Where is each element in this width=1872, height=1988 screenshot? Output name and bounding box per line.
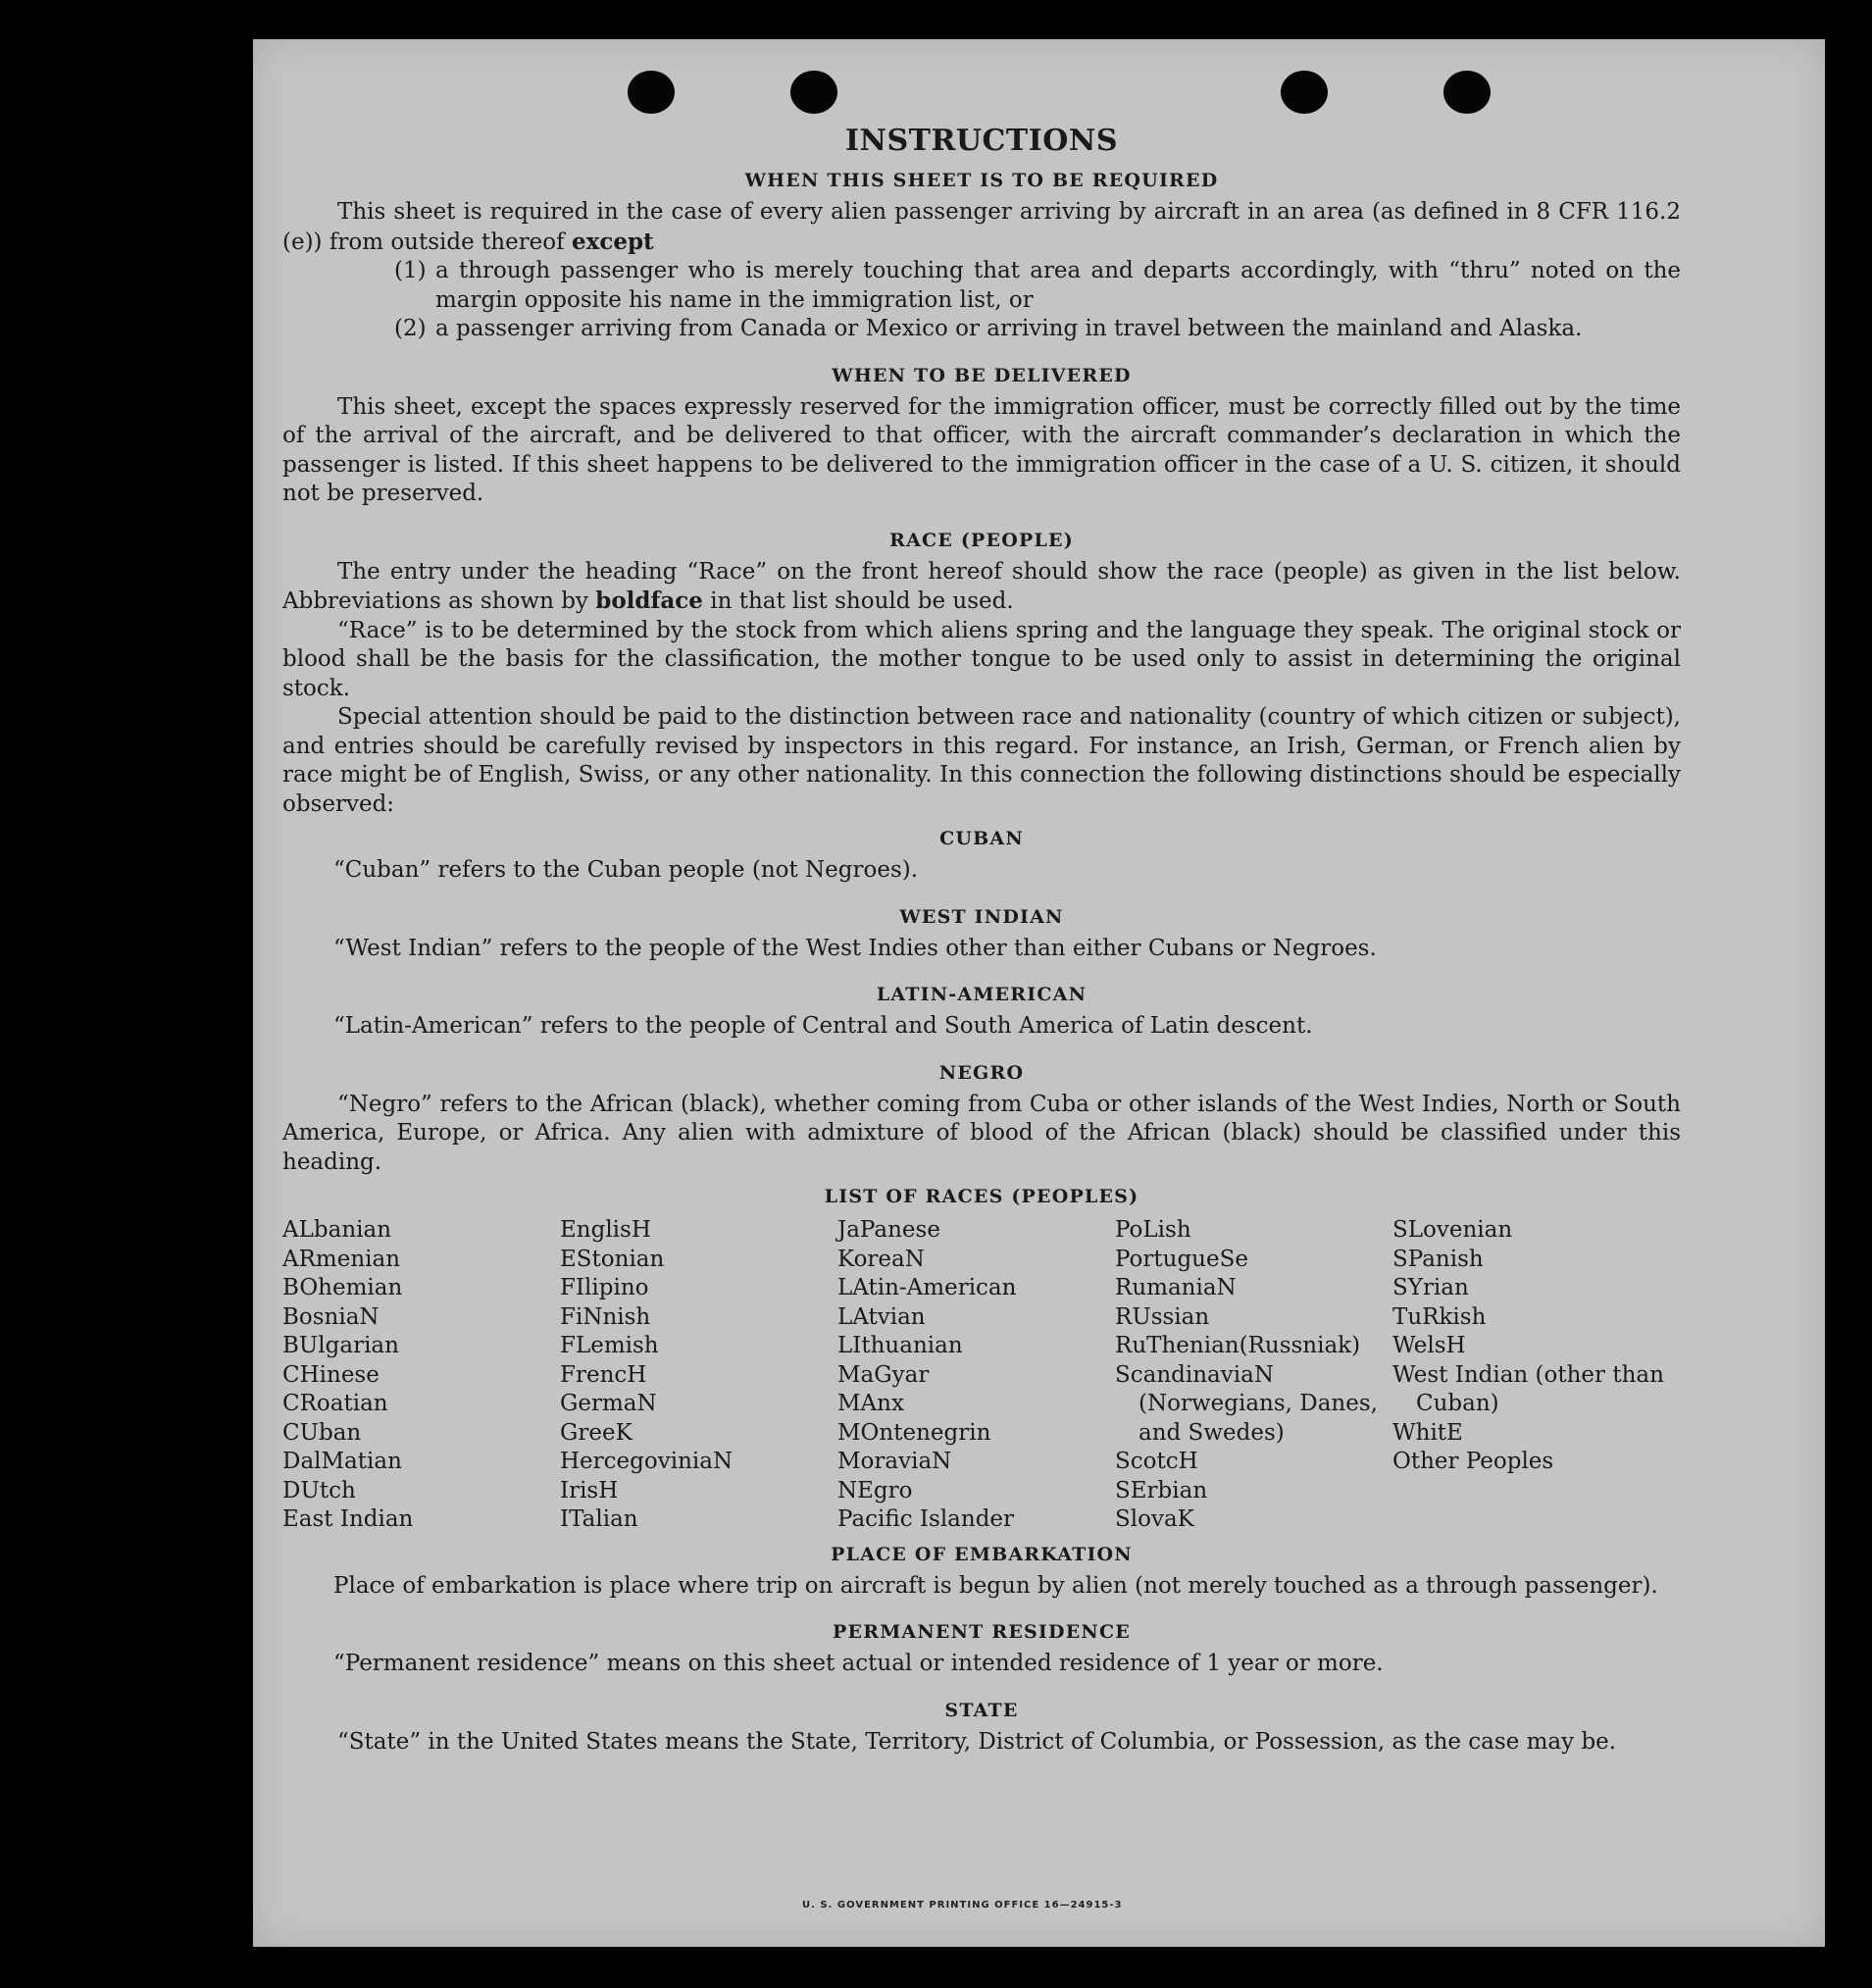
punch-hole-3	[1281, 71, 1328, 114]
race-item: EStonian	[560, 1246, 665, 1272]
latin-american-text: “Latin-American” refers to the people of Central and South America of Latin descent.	[333, 1013, 1313, 1039]
race-item: HercegoviniaN	[560, 1449, 734, 1474]
state-heading: STATE	[944, 1699, 1019, 1721]
race-item: FiNnish	[560, 1303, 651, 1330]
race-paragraph-3: Special attention should be paid to the distinction between race and nationality (country of which citizen or subject), and entries should be carefully revised by inspectors in this regard. For instance, an Irish, German, or French alien by race might be of English, Swiss, or any other nationality. In this connection the following distinctions should be especially observed:	[282, 704, 1681, 817]
race-item: TuRkish	[1392, 1303, 1487, 1330]
race-item: ARmenian	[282, 1246, 401, 1272]
residence-heading: PERMANENT RESIDENCE	[833, 1621, 1131, 1643]
race-item: WelsH	[1392, 1333, 1466, 1358]
page-title: INSTRUCTIONS	[845, 124, 1118, 158]
latin-american-heading: LATIN-AMERICAN	[876, 984, 1088, 1005]
exception-item-2: (2) a passenger arriving from Canada or Mexico or arriving in travel between the mainland and Alaska.	[394, 316, 1583, 341]
race-item: DUtch	[282, 1477, 356, 1504]
race-item: MAnx	[837, 1391, 904, 1416]
race-item: West Indian (other than Cuban)	[1392, 1361, 1664, 1416]
race-item: KoreaN	[837, 1246, 925, 1272]
race-item: BUlgarian	[282, 1333, 399, 1358]
race-item: RumaniaN	[1115, 1275, 1237, 1300]
when-required-intro: This sheet is required in the case of every alien passenger arriving by aircraft in an area (as defined in 8 CFR 116.2 (e)) from outside thereof except	[282, 199, 1681, 255]
race-item: Other Peoples	[1392, 1449, 1554, 1474]
race-item: SYrian	[1392, 1275, 1469, 1300]
race-item: FLemish	[560, 1333, 659, 1358]
cuban-heading: CUBAN	[939, 828, 1024, 849]
race-item: MOntenegrin	[837, 1419, 991, 1446]
list-of-races-heading: LIST OF RACES (PEOPLES)	[824, 1186, 1139, 1207]
race-item: BOhemian	[282, 1275, 403, 1300]
cuban-text: “Cuban” refers to the Cuban people (not Negroes).	[333, 857, 919, 883]
race-item: GreeK	[560, 1419, 632, 1446]
race-item: PortugueSe	[1115, 1246, 1248, 1272]
punch-hole-2	[790, 71, 837, 114]
race-item: CHinese	[282, 1361, 379, 1388]
race-item: SLovenian	[1392, 1217, 1513, 1243]
race-item: JaPanese	[837, 1217, 940, 1243]
race-column-5	[1392, 1216, 1681, 1535]
race-item: DalMatian	[282, 1449, 402, 1474]
race-item: GermaN	[560, 1391, 657, 1416]
race-item: WhitE	[1392, 1419, 1463, 1446]
race-item: MoraviaN	[837, 1449, 952, 1474]
when-required-heading: WHEN THIS SHEET IS TO BE REQUIRED	[744, 170, 1219, 191]
race-item: East Indian	[282, 1506, 414, 1532]
race-list	[282, 1216, 1681, 1535]
race-item: SPanish	[1392, 1246, 1484, 1272]
race-item: PoLish	[1115, 1217, 1191, 1243]
race-item: ScandinaviaN (Norwegians, Danes, and Swedes)	[1115, 1361, 1378, 1446]
west-indian-text: “West Indian” refers to the people of the West Indies other than either Cubans or Negroes.	[333, 935, 1377, 961]
race-item: EnglisH	[560, 1217, 651, 1243]
race-item: FIlipino	[560, 1275, 649, 1300]
printing-office-footer: U. S. GOVERNMENT PRINTING OFFICE 16—24915-3	[802, 1900, 1123, 1911]
race-item: ScotcH	[1115, 1449, 1198, 1474]
race-item: ITalian	[560, 1506, 638, 1532]
race-item: ALbanian	[282, 1217, 392, 1243]
embarkation-text: Place of embarkation is place where trip on aircraft is begun by alien (not merely touched as a through passenger).	[333, 1572, 1658, 1599]
race-item: CRoatian	[282, 1391, 388, 1416]
residence-text: “Permanent residence” means on this sheet actual or intended residence of 1 year or more.	[333, 1651, 1384, 1676]
race-item: SErbian	[1115, 1477, 1208, 1504]
race-item: FrencH	[560, 1361, 647, 1388]
west-indian-heading: WEST INDIAN	[899, 905, 1064, 928]
state-text: “State” in the United States means the State, Territory, District of Columbia, or Possession, as the case may be.	[337, 1728, 1617, 1755]
embarkation-heading: PLACE OF EMBARKATION	[831, 1543, 1133, 1565]
race-item: LAtin-American	[837, 1275, 1017, 1300]
race-item: LIthuanian	[837, 1333, 963, 1358]
race-item: RuThenian(Russniak)	[1115, 1333, 1361, 1358]
race-item: MaGyar	[837, 1361, 930, 1388]
negro-heading: NEGRO	[938, 1061, 1025, 1084]
race-item: SlovaK	[1115, 1506, 1194, 1532]
race-item: Pacific Islander	[837, 1506, 1015, 1532]
race-item: RUssian	[1115, 1303, 1210, 1330]
race-item: LAtvian	[837, 1303, 926, 1330]
race-column-4	[1115, 1216, 1392, 1535]
race-item: NEgro	[837, 1477, 913, 1504]
punch-hole-1	[628, 71, 675, 114]
negro-text: “Negro” refers to the African (black), whether coming from Cuba or other islands of the West Indies, North or South America, Europe, or Africa. Any alien with admixture of blood of the African (black) should be classified under this heading.	[282, 1091, 1681, 1175]
when-delivered-text: This sheet, except the spaces expressly reserved for the immigration officer, must be correctly filled out by the time of the arrival of the aircraft, and be delivered to that officer, with the aircraft commander’s declaration in which the passenger is listed. If this sheet happens to be delivered to the immigration officer in the case of a U. S. citizen, it should not be preserved.	[282, 393, 1681, 506]
when-delivered-heading: WHEN TO BE DELIVERED	[832, 364, 1132, 386]
document-sheet	[253, 39, 1825, 1947]
race-item: BosniaN	[282, 1303, 379, 1330]
race-item: CUban	[282, 1419, 362, 1446]
exception-item-1: (1) a through passenger who is merely touching that area and departs accordingly, with “thru” noted on the margin opposite his name in the immigration list, or	[394, 258, 1681, 313]
race-heading: RACE (PEOPLE)	[889, 529, 1074, 551]
race-item: IrisH	[560, 1477, 619, 1504]
race-column-3	[837, 1216, 1115, 1535]
instructions-content	[282, 122, 1681, 1757]
punch-hole-4	[1443, 71, 1491, 114]
race-paragraph-2: “Race” is to be determined by the stock from which aliens spring and the language they speak. The original stock or blood shall be the basis for the classification, the mother tongue to be used only to assist in determining the original stock.	[282, 617, 1681, 701]
race-column-1	[282, 1216, 560, 1535]
race-paragraph-1: The entry under the heading “Race” on the front hereof should show the race (people) as given in the list below. Abbreviations as shown by boldface in that list should be used.	[282, 558, 1681, 614]
race-column-2	[560, 1216, 837, 1535]
